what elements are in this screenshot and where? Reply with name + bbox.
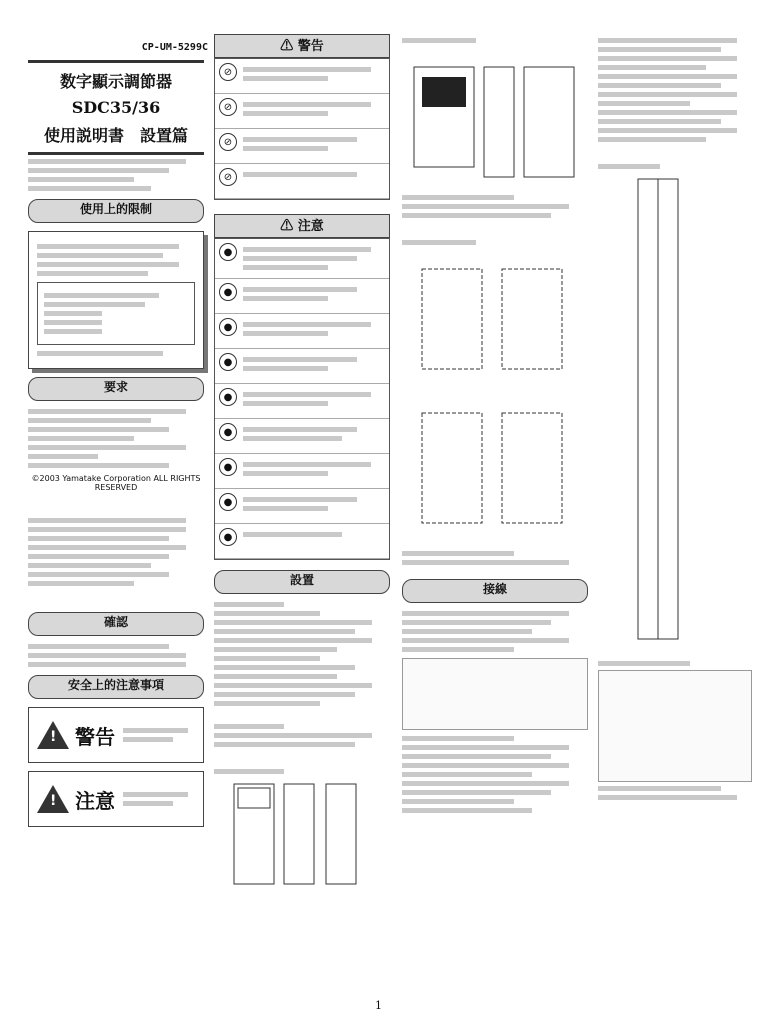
warning-item — [215, 164, 389, 199]
isolation-table — [598, 670, 752, 782]
left-column — [28, 0, 208, 835]
terminal-diagram-label — [598, 164, 752, 169]
c35-dimension-drawing — [214, 778, 390, 898]
wiring-notes — [402, 736, 588, 813]
caution-item — [215, 239, 389, 279]
usage-limits-box — [28, 231, 204, 369]
caution-heading-label: 注意 — [297, 219, 324, 234]
caution-item — [215, 314, 389, 349]
caution-legend-label: 注意 — [75, 788, 115, 813]
middle-left-column — [214, 34, 390, 902]
warning-heading-label: 警告 — [297, 39, 324, 54]
warning-heading: ⚠ 警告 — [214, 34, 390, 58]
symbol-legend-table — [402, 658, 588, 730]
prohibition-icon: ⊘ — [219, 168, 237, 186]
caution-list — [214, 238, 390, 560]
caution-item — [215, 279, 389, 314]
instruction-icon: ● — [219, 458, 237, 476]
c35-panel-cutout-drawing — [402, 249, 588, 389]
caution-item — [215, 454, 389, 489]
warning-legend — [28, 707, 204, 763]
section-heading-safety-notes: 安全上的注意事項 — [28, 675, 204, 699]
caution-item — [215, 524, 389, 559]
title-rule-top — [28, 60, 204, 63]
panel-cutout-notes — [402, 551, 588, 565]
wiring-bullet-list — [598, 38, 752, 142]
warning-legend-label: 警告 — [75, 724, 115, 749]
prohibition-icon: ⊘ — [219, 133, 237, 151]
caution-legend — [28, 771, 204, 827]
packing-list — [28, 644, 204, 667]
instruction-icon: ● — [219, 493, 237, 511]
c36-dimension-drawing — [402, 47, 588, 187]
panel-cutout-label — [402, 240, 588, 245]
reference-text — [28, 518, 204, 586]
instruction-icon: ● — [219, 318, 237, 336]
warning-triangle-icon: ! — [37, 721, 69, 749]
right-column — [598, 34, 752, 804]
mounting-text — [214, 724, 390, 747]
section-heading-installation: 設置 — [214, 570, 390, 594]
installation-text — [214, 602, 390, 706]
warning-item — [215, 59, 389, 94]
prohibition-icon: ⊘ — [219, 63, 237, 81]
c36-label — [402, 38, 588, 43]
copyright: ©2003 Yamatake Corporation ALL RIGHTS RESERVED — [31, 474, 201, 492]
title-line-3: 使用説明書 設置篇 — [43, 126, 188, 145]
instruction-icon: ● — [219, 283, 237, 301]
document-number: CP-UM-5299C — [141, 42, 208, 53]
title-rule-bottom — [28, 152, 204, 155]
caution-item — [215, 419, 389, 454]
warning-item — [215, 94, 389, 129]
title-line-2: SDC35/36 — [71, 98, 161, 117]
usage-limits-list — [37, 282, 195, 345]
section-heading-requests: 要求 — [28, 377, 204, 401]
caution-item — [215, 349, 389, 384]
input-isolation-label — [598, 661, 752, 666]
page-number: 1 — [375, 999, 382, 1012]
middle-right-column — [402, 34, 588, 817]
dimensions-label — [214, 769, 390, 774]
c36-panel-cutout-drawing — [402, 393, 588, 543]
instruction-icon: ● — [219, 243, 237, 261]
caution-item — [215, 384, 389, 419]
section-heading-wiring: 接線 — [402, 579, 588, 603]
instruction-icon: ● — [219, 353, 237, 371]
intro-text — [28, 159, 204, 191]
requests-text — [28, 409, 204, 468]
caution-triangle-icon: ! — [37, 785, 69, 813]
wiring-text — [402, 611, 588, 652]
warning-item — [215, 129, 389, 164]
prohibition-icon: ⊘ — [219, 98, 237, 116]
instruction-icon: ● — [219, 388, 237, 406]
title-line-1: 数字顯示調節器 — [59, 72, 172, 91]
dimension-notes-box — [402, 195, 588, 218]
terminal-wiring-diagram — [598, 173, 752, 653]
caution-item — [215, 489, 389, 524]
section-heading-packing-check: 確認 — [28, 612, 204, 636]
warning-list — [214, 58, 390, 200]
instruction-icon: ● — [219, 528, 237, 546]
isolation-notes — [598, 786, 752, 800]
instruction-icon: ● — [219, 423, 237, 441]
section-heading-usage-limits: 使用上的限制 — [28, 199, 204, 223]
caution-heading: ⚠ 注意 — [214, 214, 390, 238]
